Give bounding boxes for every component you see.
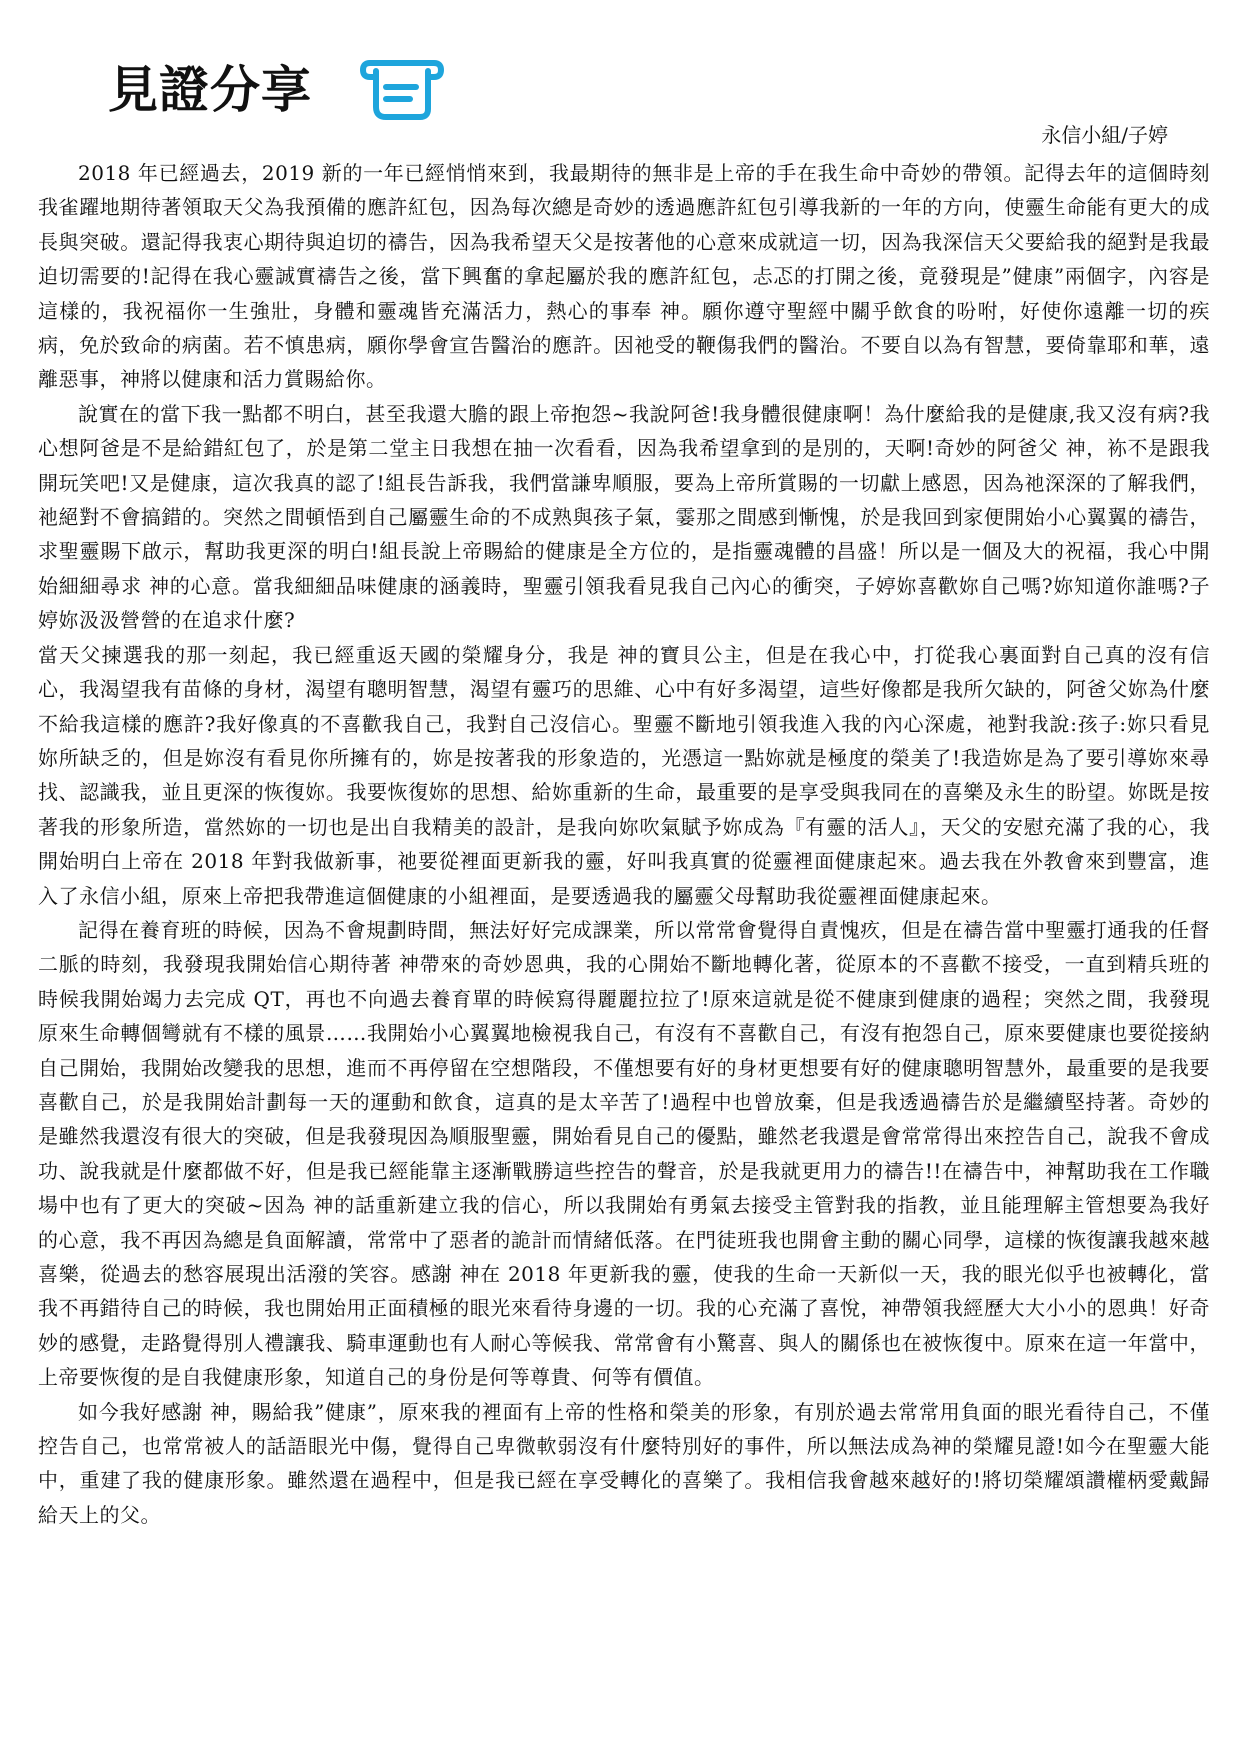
- scroll-icon: [358, 57, 446, 123]
- author-byline: 永信小組/子婷: [1041, 123, 1168, 147]
- paragraph: 記得在養育班的時候，因為不會規劃時間，無法好好完成課業，所以常常會覺得自責愧疚，但是在禱告當中聖靈打通我的任督二脈的時刻，我發現我開始信心期待著 神帶來的奇妙恩典，我的心開始不斷地轉化著，從原本的不喜歡不接受，一直到精兵班的時候我開始竭力去完成 QT，再也不向過去養育單的時候寫得麗麗拉拉了!原來這就是從不健康到健康的過程；突然之間，我發現原來生命轉個彎就有不樣的風景……我開始小心翼翼地檢視我自己，有沒有不喜歡自己，有沒有抱怨自己，原來要健康也要從接納自己開始，我開始改變我的思想，進而不再停留在空想階段，不僅想要有好的身材更想要有好的健康聰明智慧外，最重要的是我要喜歡自己，於是我開始計劃每一天的運動和飲食，這真的是太辛苦了!過程中也曾放棄，但是我透過禱告於是繼續堅持著。奇妙的是雖然我還沒有很大的突破，但是我發現因為順服聖靈，開始看見自己的優點，雖然老我還是會常常得出來控告自己，說我不會成功、說我就是什麼都做不好，但是我已經能靠主逐漸戰勝這些控告的聲音，於是我就更用力的禱告!!在禱告中，神幫助我在工作職場中也有了更大的突破~因為 神的話重新建立我的信心，所以我開始有勇氣去接受主管對我的指教，並且能理解主管想要為我好的心意，我不再因為總是負面解讀，常常中了惡者的詭計而情緒低落。在門徒班我也開會主動的關心同學，這樣的恢復讓我越來越喜樂，從過去的愁容展現出活潑的笑容。感謝 神在 2018 年更新我的靈，使我的生命一天新似一天，我的眼光似乎也被轉化，當我不再錯待自己的時候，我也開始用正面積極的眼光來看待身邊的一切。我的心充滿了喜悅，神帶領我經歷大大小小的恩典！好奇妙的感覺，走路覺得別人禮讓我、騎車運動也有人耐心等候我、常常會有小驚喜、與人的關係也在被恢復中。原來在這一年當中，上帝要恢復的是自我健康形象，知道自己的身份是何等尊貴、何等有價值。: [38, 917, 1210, 1390]
- paragraph: 當天父揀選我的那一刻起，我已經重返天國的榮耀身分，我是 神的寶貝公主，但是在我心中，打從我心裏面對自己真的沒有信心，我渴望我有苗條的身材，渴望有聰明智慧，渴望有靈巧的思維、心中有好多渴望，這些好像都是我所欠缺的，阿爸父妳為什麼不給我這樣的應許?我好像真的不喜歡我自己，我對自己沒信心。聖靈不斷地引領我進入我的內心深處，祂對我說:孩子:妳只看見妳所缺乏的，但是妳沒有看見你所擁有的，妳是按著我的形象造的，光憑這一點妳就是極度的榮美了!我造妳是為了要引導妳來尋找、認識我，並且更深的恢復妳。我要恢復妳的思想、給妳重新的生命，最重要的是享受與我同在的喜樂及永生的盼望。妳既是按著我的形象所造，當然妳的一切也是出自我精美的設計，是我向妳吹氣賦予妳成為『有靈的活人』，天父的安慰充滿了我的心，我開始明白上帝在 2018 年對我做新事，祂要從裡面更新我的靈，好叫我真實的從靈裡面健康起來。過去我在外教會來到豐富，進入了永信小組，原來上帝把我帶進這個健康的小組裡面，是要透過我的屬靈父母幫助我從靈裡面健康起來。: [38, 642, 1210, 908]
- testimony-body: [38, 156, 1210, 1532]
- paragraph: 說實在的當下我一點都不明白，甚至我還大膽的跟上帝抱怨~我說阿爸!我身體很健康啊！為什麼給我的是健康,我又沒有病?我心想阿爸是不是給錯紅包了，於是第二堂主日我想在抽一次看看，因為我希望拿到的是別的，天啊!奇妙的阿爸父 神，袮不是跟我開玩笑吧!又是健康，這次我真的認了!組長告訴我，我們當謙卑順服，要為上帝所賞賜的一切獻上感恩，因為祂深深的了解我們，祂絕對不會搞錯的。突然之間頓悟到自己屬靈生命的不成熟與孩子氣，霎那之間感到慚愧，於是我回到家便開始小心翼翼的禱告，求聖靈賜下啟示，幫助我更深的明白!組長說上帝賜給的健康是全方位的，是指靈魂體的昌盛！所以是一個及大的祝福，我心中開始細細尋求 神的心意。當我細細品味健康的涵義時，聖靈引領我看見我自己內心的衝突，子婷妳喜歡妳自己嗎?妳知道你誰嗎?子婷妳汲汲營營的在追求什麼?: [38, 401, 1210, 633]
- paragraph: 如今我好感謝 神，賜給我”健康”，原來我的裡面有上帝的性格和榮美的形象，有別於過去常常用負面的眼光看待自己，不僅控告自己，也常常被人的話語眼光中傷，覺得自己卑微軟弱沒有什麼特別好的事件，所以無法成為神的榮耀見證!如今在聖靈大能中，重建了我的健康形象。雖然還在過程中，但是我已經在享受轉化的喜樂了。我相信我會越來越好的!將切榮耀頌讚權柄愛戴歸給天上的父。: [38, 1399, 1210, 1527]
- paragraph: 2018 年已經過去，2019 新的一年已經悄悄來到，我最期待的無非是上帝的手在我生命中奇妙的帶領。記得去年的這個時刻我雀躍地期待著領取天父為我預備的應許紅包，因為每次總是奇妙的透過應許紅包引導我新的一年的方向，使靈生命能有更大的成長與突破。還記得我衷心期待與迫切的禱告，因為我希望天父是按著他的心意來成就這一切，因為我深信天父要給我的絕對是我最迫切需要的!記得在我心靈誠實禱告之後，當下興奮的拿起屬於我的應許紅包，忐忑的打開之後，竟發現是”健康”兩個字，內容是這樣的，我祝福你一生強壯，身體和靈魂皆充滿活力，熱心的事奉 神。願你遵守聖經中關乎飲食的吩咐，好使你遠離一切的疾病，免於致命的病菌。若不慎患病，願你學會宣告醫治的應許。因祂受的鞭傷我們的醫治。不要自以為有智慧，要倚靠耶和華，遠離惡事，神將以健康和活力賞賜給你。: [38, 161, 1210, 392]
- page-title: 見證分享: [108, 61, 312, 119]
